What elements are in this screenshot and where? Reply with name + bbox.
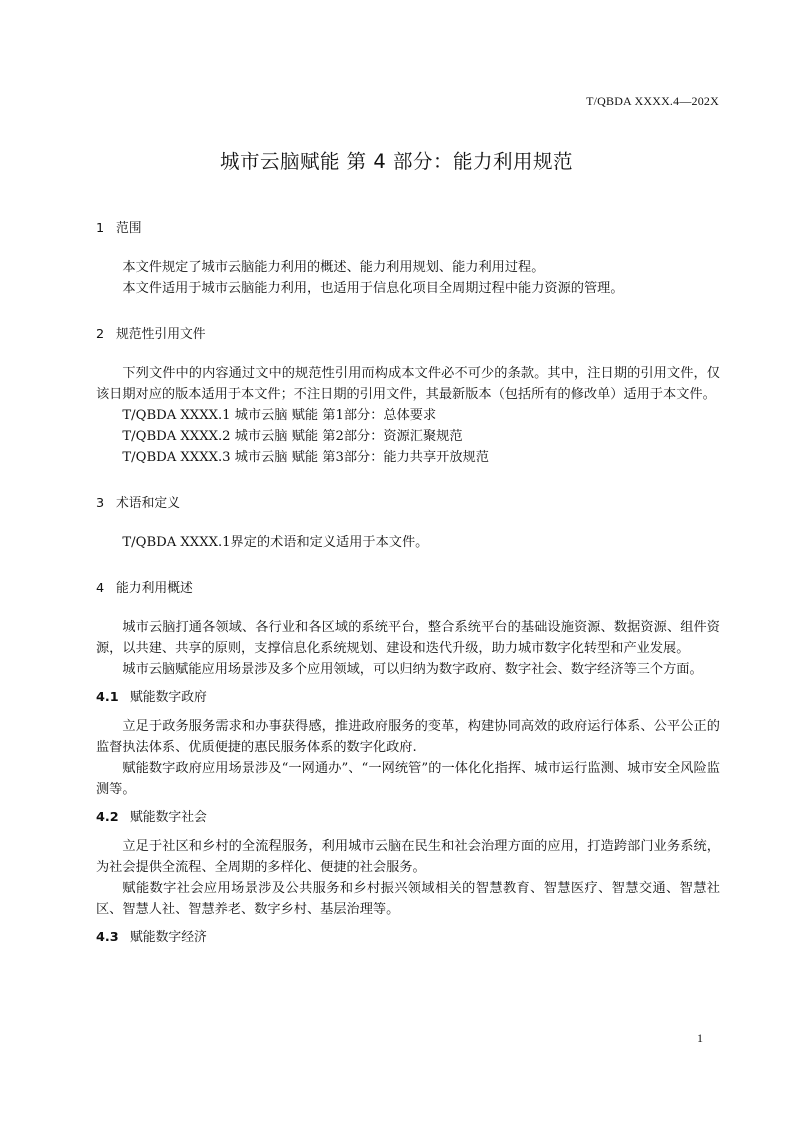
subsection-heading-digital-economy xyxy=(96,927,720,948)
paragraph: 城市云脑打通各领域、各行业和各区域的系统平台，整合系统平台的基础设施资源、数据资源、组件资源，以共建、共享的原则，支撑信息化系统规划、建设和迭代升级，助力城市数字化转型和产业发展。 xyxy=(96,620,720,656)
subsection-title: 赋能数字社会 xyxy=(130,810,207,825)
section-title: 规范性引用文件 xyxy=(116,327,206,342)
subsection-number: 4.3 xyxy=(96,930,119,945)
document-title: 城市云脑赋能 第 4 部分：能力利用规范 xyxy=(219,150,573,173)
section-number: 2 xyxy=(96,327,105,342)
reference-item: T/QBDA XXXX.1 城市云脑 赋能 第1部分：总体要求 xyxy=(122,408,437,423)
subsection-heading-digital-government xyxy=(96,687,720,708)
section-heading-normative-references xyxy=(96,324,720,345)
subsection-number: 4.2 xyxy=(96,810,119,825)
paragraph: 立足于社区和乡村的全流程服务，利用城市云脑在民生和社会治理方面的应用，打造跨部门业务系统，为社会提供全流程、全周期的多样化、便捷的社会服务。 xyxy=(96,839,720,875)
document-code: T/QBDA XXXX.4—202X xyxy=(586,94,719,108)
section-number: 4 xyxy=(96,581,105,596)
section-heading-terms xyxy=(96,493,720,514)
section-title: 术语和定义 xyxy=(116,496,180,511)
section-number: 3 xyxy=(96,496,105,511)
section-heading-overview xyxy=(96,578,720,599)
paragraph: 城市云脑赋能应用场景涉及多个应用领域，可以归纳为数字政府、数字社会、数字经济等三个方面。 xyxy=(122,662,703,677)
subsection-title: 赋能数字政府 xyxy=(130,690,207,705)
section-title: 能力利用概述 xyxy=(116,581,193,596)
section-title: 范围 xyxy=(116,221,142,236)
subsection-title: 赋能数字经济 xyxy=(130,930,207,945)
document-body xyxy=(96,218,720,956)
paragraph: 赋能数字政府应用场景涉及“一网通办”、“一网统管”的一体化化指挥、城市运行监测、城市安全风险监测等。 xyxy=(96,761,720,797)
subsection-number: 4.1 xyxy=(96,690,119,705)
page-number: 1 xyxy=(697,1031,703,1045)
paragraph: 本文件规定了城市云脑能力利用的概述、能力利用规划、能力利用过程。 xyxy=(122,260,545,275)
paragraph: 下列文件中的内容通过文中的规范性引用而构成本文件必不可少的条款。其中，注日期的引用文件，仅该日期对应的版本适用于本文件；不注日期的引用文件，其最新版本（包括所有的修改单）适用于本文件。 xyxy=(96,366,720,402)
reference-item: T/QBDA XXXX.2 城市云脑 赋能 第2部分：资源汇聚规范 xyxy=(122,429,463,444)
paragraph: 本文件适用于城市云脑能力利用，也适用于信息化项目全周期过程中能力资源的管理。 xyxy=(122,281,624,296)
paragraph: T/QBDA XXXX.1界定的术语和定义适用于本文件。 xyxy=(122,535,429,550)
subsection-heading-digital-society xyxy=(96,807,720,828)
section-heading-scope xyxy=(96,218,720,239)
section-number: 1 xyxy=(96,221,105,236)
paragraph: 立足于政务服务需求和办事获得感，推进政府服务的变革，构建协同高效的政府运行体系、公平公正的监督执法体系、优质便捷的惠民服务体系的数字化政府. xyxy=(96,719,720,755)
reference-item: T/QBDA XXXX.3 城市云脑 赋能 第3部分：能力共享开放规范 xyxy=(122,450,489,465)
paragraph: 赋能数字社会应用场景涉及公共服务和乡村振兴领域相关的智慧教育、智慧医疗、智慧交通、智慧社区、智慧人社、智慧养老、数字乡村、基层治理等。 xyxy=(96,881,720,917)
